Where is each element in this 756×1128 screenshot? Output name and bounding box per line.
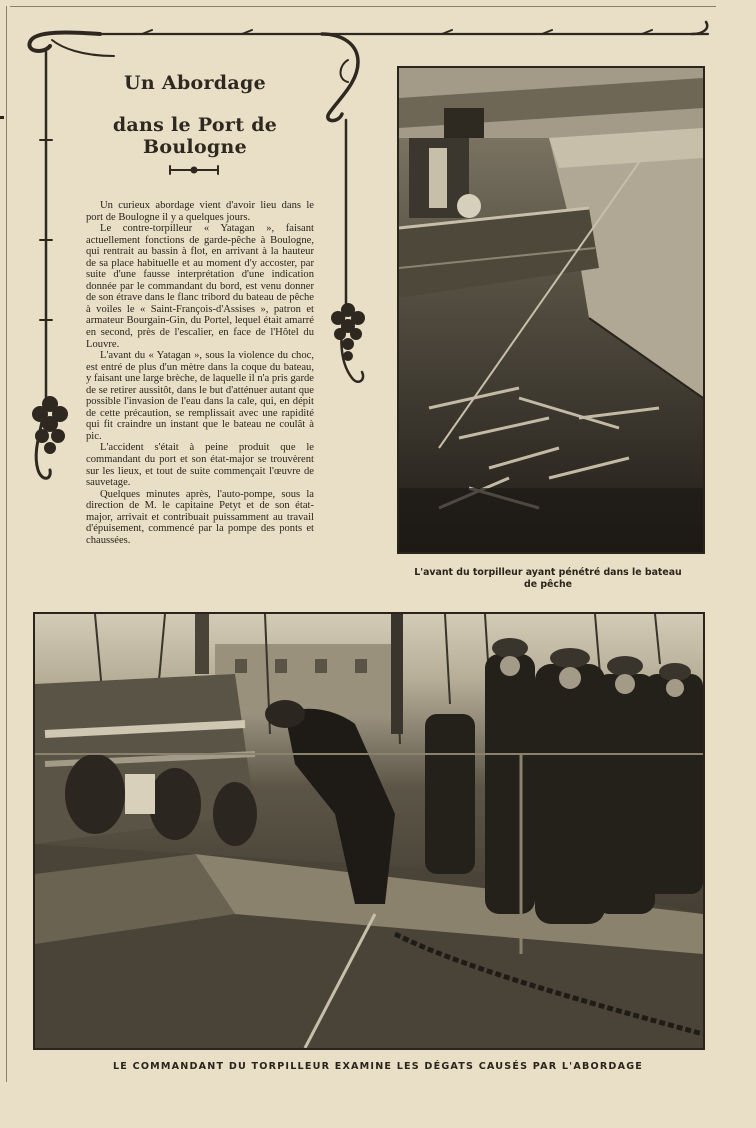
photo-torpedo-bow-in-fishing-boat — [397, 66, 705, 554]
article-paragraph: Le contre-torpilleur « Yatagan », faisant actuellement fonctions de garde-pêche à Boulogne, qui rentrait au bassin à flot, en arrivant à la hauteur de sa place habituelle et au moment d'y accoster, par suite d'une fausse interprétation d'une indication donnée par le commandant du bord, est venu donner de son étrave dans le flanc tribord du bateau de pêche à voiles le « Saint-François-d'Assises », patron et armateur Bourgain-Gin, du Portel, lequel était amarré en second, près de l'escalier, en face de l'Hôtel du Louvre. — [86, 223, 314, 350]
article-paragraph: L'accident s'était à peine produit que le commandant du port et son état-major se trouvèrent sur les lieux, et tout de suite commençait l'œuvre de sauvetage. — [86, 442, 314, 489]
photo-commander-examining-damage — [33, 612, 705, 1050]
photo-illustration — [399, 68, 703, 552]
article-body — [86, 200, 314, 546]
margin-mark — [0, 116, 4, 119]
left-column-rule — [6, 6, 7, 1082]
article-paragraph: Un curieux abordage vient d'avoir lieu dans le port de Boulogne il y a quelques jours. — [86, 200, 314, 223]
photo-illustration — [35, 614, 703, 1048]
article-title-line-2: dans le Port de Boulogne — [112, 114, 278, 158]
top-photo-caption: L'avant du torpilleur ayant pénétré dans le bateau de pêche — [414, 567, 682, 590]
article-paragraph: Quelques minutes après, l'auto-pompe, sous la direction de M. le capitaine Petyt et de son état-major, arrivait et contribuait puissamment au travail d'épuisement, commencé par la pompe des ponts et chaussées. — [86, 488, 314, 546]
article-paragraph: L'avant du « Yatagan », sous la violence du choc, est entré de plus d'un mètre dans la coque du bateau, y faisant une large brèche, de laquelle il n'a pris garde de se retirer aussitôt, dans le but d'atténuer autant que possible l'invasion de l'eau dans la cale, qui, en dépit de cette précaution, se remplissait avec une rapidité qui fit craindre un instant que le bateau ne coulât à pic. — [86, 350, 314, 442]
article-title-line-1: Un Abordage — [124, 72, 266, 94]
top-rule — [10, 6, 716, 7]
bottom-photo-caption: LE COMMANDANT DU TORPILLEUR EXAMINE LES DÉGATS CAUSÉS PAR L'ABORDAGE — [112, 1061, 644, 1072]
